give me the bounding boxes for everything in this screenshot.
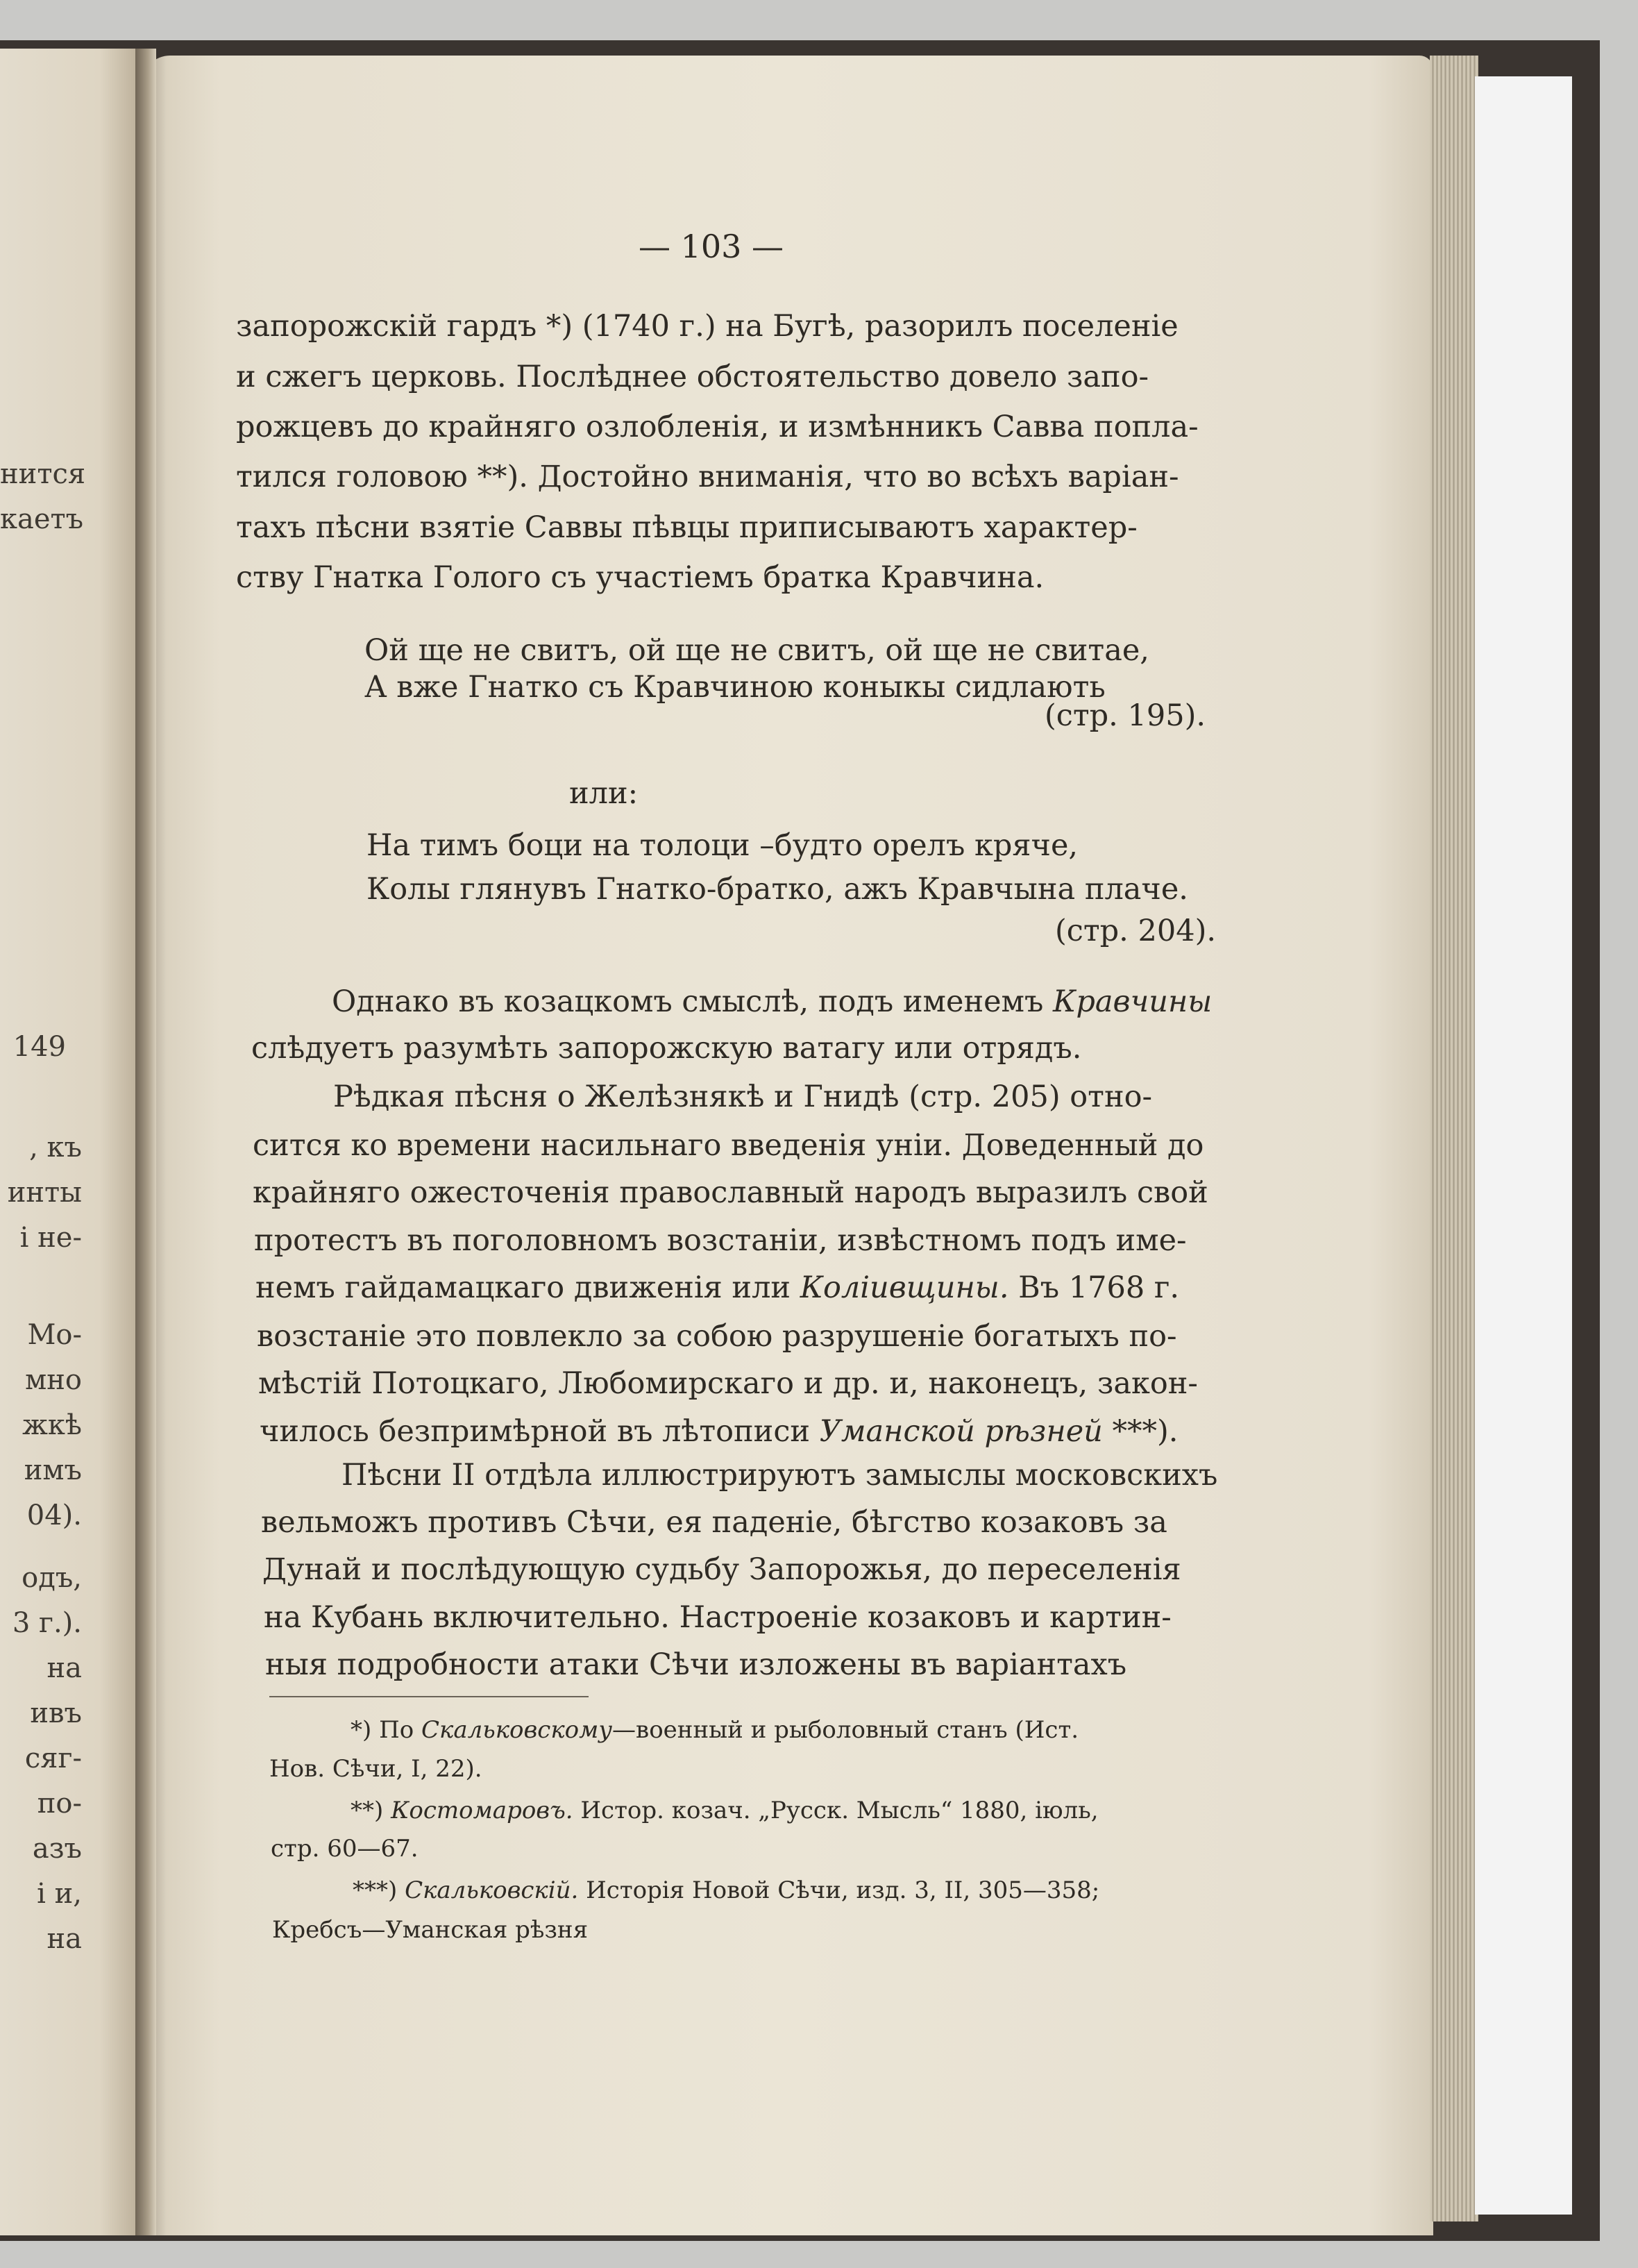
line-segment: **): [351, 1797, 391, 1824]
verse-line: Колы глянувъ Гнатко-братко, ажъ Кравчына плаче.: [366, 872, 1188, 907]
footnote-line: [269, 1755, 482, 1783]
footnote-line: [271, 1835, 419, 1863]
body-line: [258, 1366, 1198, 1401]
body-line: Пѣсни II отдѣла иллюстрируютъ замыслы московскихъ: [341, 1458, 1218, 1493]
book-gutter: [135, 49, 156, 2235]
body-line: рожцевъ до крайняго озлобленія, и измѣнникъ Савва попла-: [236, 410, 1199, 444]
line-segment: чилось безпримѣрной въ лѣтописи: [260, 1414, 820, 1449]
scan-margin: [1475, 76, 1572, 2215]
line-segment: Исторія Новой Сѣчи, изд. 3, II, 305—358;: [578, 1876, 1100, 1904]
verse-1-reference: (стр. 195).: [1045, 698, 1206, 733]
left-page-fragment: инты: [7, 1177, 82, 1209]
or-word: или:: [569, 776, 639, 811]
body-line: и сжегъ церковь. Послѣднее обстоятельство довело запо-: [236, 360, 1149, 394]
body-line: [253, 1175, 1208, 1210]
line-segment: ***): [353, 1876, 405, 1904]
left-page-fragment: , къ: [29, 1132, 82, 1164]
body-line: [253, 1128, 1204, 1163]
left-page-fragment: жкѣ: [22, 1409, 82, 1441]
left-page-fragment: Мо-: [27, 1319, 82, 1351]
line-segment: Въ 1768 г.: [1008, 1270, 1180, 1305]
line-segment: мѣстій Потоцкаго, Любомирскаго и др. и, наконецъ, закон-: [258, 1366, 1198, 1401]
verse-line: А вже Гнатко съ Кравчиною коныкы сидлають: [364, 670, 1106, 705]
left-page-fragment: 04).: [26, 1500, 82, 1531]
left-page-fragment: сяг-: [24, 1742, 82, 1774]
body-line: [255, 1270, 1179, 1305]
page-number: — 103 —: [639, 228, 784, 265]
body-line: вельможъ противъ Сѣчи, ея паденіе, бѣгство козаковъ за: [261, 1505, 1167, 1540]
emphasis-text: Уманской рѣзней: [819, 1414, 1103, 1449]
left-page-fragment: азъ: [32, 1833, 82, 1865]
line-segment: ***).: [1102, 1414, 1179, 1449]
body-line: Дунай и послѣдующую судьбу Запорожья, до переселенія: [262, 1552, 1181, 1587]
line-segment: протестъ въ поголовномъ возстаніи, извѣстномъ подъ име-: [254, 1223, 1187, 1258]
body-line: на Кубань включительно. Настроеніе козаковъ и картин-: [264, 1600, 1172, 1635]
line-segment: —военный и рыболовный станъ (Ист.: [612, 1716, 1079, 1744]
line-segment: Кребсъ—Уманская рѣзня: [272, 1916, 589, 1944]
line-segment: Истор. козач. „Русск. Мысль“ 1880, іюль,: [573, 1797, 1099, 1824]
body-line: [333, 1080, 1152, 1114]
body-line: тился головою **). Достойно вниманія, что во всѣхъ варіан-: [236, 460, 1179, 494]
left-page-fragment: 3 г.).: [12, 1607, 82, 1639]
line-segment: немъ гайдамацкаго движенія или: [255, 1270, 800, 1305]
left-page-fragment: 149: [12, 1031, 66, 1063]
body-line: [332, 984, 1212, 1019]
emphasis-text: Скальковскому: [421, 1716, 613, 1744]
footnote-line: [351, 1797, 1099, 1824]
left-page-fragment: ивъ: [30, 1697, 82, 1729]
emphasis-text: Скальковскій.: [405, 1876, 579, 1904]
verse-line: На тимъ боци на толоци –будто орелъ кряче,: [366, 828, 1079, 863]
line-segment: *) По: [351, 1716, 421, 1744]
left-page-fragment: на: [47, 1923, 82, 1955]
line-segment: Рѣдкая пѣсня о Желѣзнякѣ и Гнидѣ (стр. 205) отно-: [333, 1080, 1153, 1114]
page-edges: [1430, 56, 1478, 2221]
body-line: тахъ пѣсни взятіе Саввы пѣвцы приписываютъ характер-: [236, 510, 1138, 545]
body-line: [260, 1414, 1178, 1449]
line-segment: возстаніе это повлекло за собою разрушеніе богатыхъ по-: [257, 1319, 1177, 1354]
left-page-fragment: по-: [37, 1788, 82, 1820]
left-page-fragment: і не-: [19, 1222, 82, 1254]
emphasis-text: Костомаровъ.: [391, 1797, 573, 1824]
left-page-fragment: имъ: [24, 1454, 82, 1486]
left-page-fragment: і и,: [37, 1878, 82, 1910]
left-page-fragment: мно: [25, 1364, 82, 1396]
footnote-line: [353, 1876, 1099, 1904]
left-page-fragment: каетъ: [0, 503, 84, 535]
line-segment: крайняго ожесточенія православный народъ выразилъ свой: [253, 1175, 1208, 1210]
left-page-fragment: нится: [0, 458, 86, 490]
body-line: запорожскій гардъ *) (1740 г.) на Бугѣ, разорилъ поселеніе: [236, 309, 1179, 344]
line-segment: слѣдуетъ разумѣть запорожскую ватагу или отрядъ.: [251, 1031, 1082, 1066]
body-line: [251, 1031, 1081, 1066]
verse-line: Ой ще не свитъ, ой ще не свитъ, ой ще не свитае,: [364, 633, 1149, 668]
verse-2-reference: (стр. 204).: [1055, 914, 1217, 948]
emphasis-text: Колiивщины.: [800, 1270, 1009, 1305]
body-line: [254, 1223, 1187, 1258]
line-segment: Нов. Сѣчи, I, 22).: [269, 1755, 482, 1783]
footnote-line: [351, 1716, 1079, 1744]
left-page-fragment: одъ,: [22, 1562, 82, 1594]
body-line: ныя подробности атаки Сѣчи изложены въ варіантахъ: [265, 1647, 1127, 1682]
footnote-rule: [269, 1696, 589, 1697]
body-line: ству Гнатка Голого съ участіемъ братка Кравчина.: [236, 560, 1045, 595]
footnote-line: [272, 1916, 588, 1944]
emphasis-text: Кравчины: [1053, 984, 1213, 1019]
body-line: [257, 1319, 1177, 1354]
line-segment: сится ко времени насильнаго введенія уніи. Доведенный до: [253, 1128, 1204, 1163]
line-segment: стр. 60—67.: [271, 1835, 419, 1863]
left-page-fragment: на: [47, 1652, 82, 1684]
line-segment: Однако въ козацкомъ смыслѣ, подъ именемъ: [332, 984, 1054, 1019]
